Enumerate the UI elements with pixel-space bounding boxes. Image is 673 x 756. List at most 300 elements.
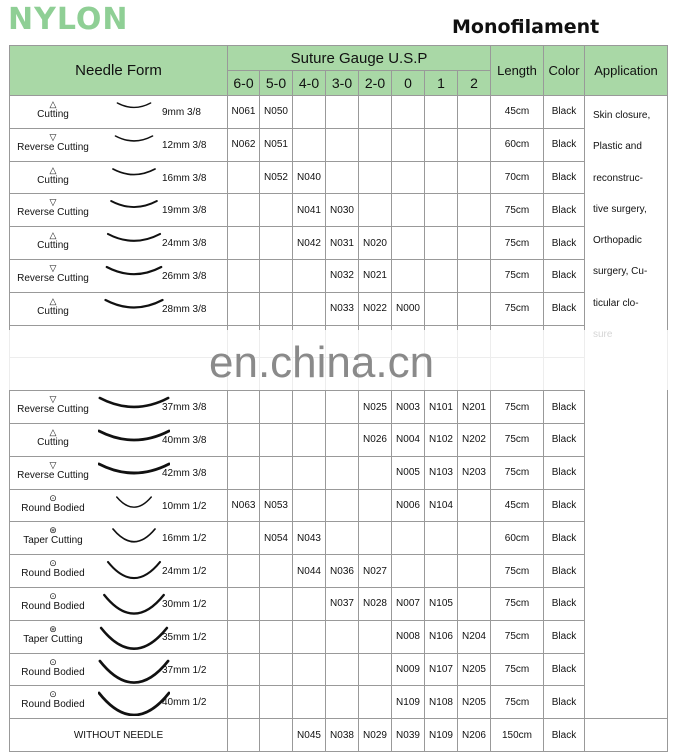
- table-body: [10, 96, 668, 752]
- needle-size: 28mm 3/8: [162, 303, 207, 315]
- application-line: reconstruc-: [593, 172, 644, 184]
- needle-type: [10, 657, 96, 678]
- code-cell: N202: [458, 423, 491, 456]
- code-cell: [458, 96, 491, 129]
- code-cell: N009: [392, 653, 425, 686]
- needle-type-label: Reverse Cutting: [17, 141, 89, 153]
- needle-form-header: Needle Form: [10, 46, 228, 96]
- code-cell: [359, 456, 392, 489]
- needle-type: [10, 394, 96, 415]
- code-cell: [293, 620, 326, 653]
- needle-type: [10, 689, 96, 710]
- gauge-header-cell: 2-0: [359, 71, 392, 96]
- code-cell: N030: [326, 194, 359, 227]
- code-cell: N039: [392, 719, 425, 752]
- needle-size: 30mm 1/2: [162, 598, 207, 610]
- needle-form-cell: [10, 128, 228, 161]
- application-cell: [585, 96, 668, 719]
- code-cell: [293, 259, 326, 292]
- color-cell: Black: [544, 620, 585, 653]
- cutting-symbol-icon: △: [49, 295, 57, 306]
- code-cell: [228, 391, 260, 424]
- needle-size: 37mm 3/8: [162, 402, 207, 414]
- needle-type: [10, 132, 96, 153]
- code-cell: [228, 161, 260, 194]
- needle-curve-icon: [98, 264, 170, 290]
- code-cell: [260, 456, 293, 489]
- application-line: Plastic and: [593, 141, 642, 153]
- code-cell: [359, 96, 392, 129]
- gauge-header-cell: 1: [425, 71, 458, 96]
- cutting-symbol-icon: △: [49, 99, 57, 109]
- table-row: [10, 653, 668, 686]
- needle-type-label: Reverse Cutting: [17, 404, 89, 416]
- length-cell: 75cm: [491, 227, 544, 260]
- code-cell: [260, 653, 293, 686]
- length-cell: 60cm: [491, 522, 544, 555]
- application-header: Application: [585, 46, 668, 96]
- needle-size: 10mm 1/2: [162, 500, 207, 512]
- table-row: [10, 620, 668, 653]
- needle-curve-icon: [98, 395, 170, 421]
- needle-type: [10, 558, 96, 579]
- needle-size: 24mm 1/2: [162, 566, 207, 578]
- color-cell: Black: [544, 456, 585, 489]
- code-cell: [260, 259, 293, 292]
- code-cell: N026: [359, 423, 392, 456]
- code-cell: [458, 194, 491, 227]
- code-cell: [392, 522, 425, 555]
- table-row: [10, 128, 668, 161]
- table-header: [10, 46, 668, 96]
- needle-type: [10, 427, 96, 448]
- application-line: tive surgery,: [593, 203, 647, 215]
- color-cell: Black: [544, 686, 585, 719]
- code-cell: [260, 555, 293, 588]
- needle-size: 16mm 3/8: [162, 172, 207, 184]
- code-cell: [359, 522, 392, 555]
- code-cell: N041: [293, 194, 326, 227]
- code-cell: N054: [260, 522, 293, 555]
- code-cell: [228, 227, 260, 260]
- code-cell: [392, 161, 425, 194]
- code-cell: [260, 587, 293, 620]
- needle-type: [10, 230, 96, 251]
- code-cell: [458, 128, 491, 161]
- needle-curve-icon: [98, 198, 170, 224]
- code-cell: N206: [458, 719, 491, 752]
- needle-type-label: Taper Cutting: [23, 535, 83, 547]
- needle-size: 35mm 1/2: [162, 631, 207, 643]
- needle-curve-icon: [98, 231, 170, 257]
- length-cell: 75cm: [491, 555, 544, 588]
- code-cell: [293, 686, 326, 719]
- code-cell: [392, 128, 425, 161]
- needle-type: [10, 591, 96, 612]
- code-cell: [425, 555, 458, 588]
- length-cell: 75cm: [491, 259, 544, 292]
- code-cell: [228, 259, 260, 292]
- cutting-symbol-icon: △: [49, 230, 57, 241]
- needle-form-cell: [10, 456, 228, 489]
- code-cell: N029: [359, 719, 392, 752]
- needle-type-label: Round Bodied: [21, 666, 85, 678]
- code-cell: N107: [425, 653, 458, 686]
- code-cell: [228, 423, 260, 456]
- code-cell: [392, 194, 425, 227]
- code-cell: N201: [458, 391, 491, 424]
- table-row: [10, 423, 668, 456]
- code-cell: N032: [326, 259, 359, 292]
- needle-curve-icon: [98, 100, 170, 126]
- color-cell: Black: [544, 653, 585, 686]
- code-cell: [425, 128, 458, 161]
- code-cell: [359, 489, 392, 522]
- code-cell: [260, 719, 293, 752]
- table-row: [10, 161, 668, 194]
- code-cell: N040: [293, 161, 326, 194]
- length-cell: 45cm: [491, 96, 544, 129]
- needle-type: [10, 165, 96, 186]
- needle-curve-icon: [98, 625, 170, 651]
- needle-type-label: Round Bodied: [21, 600, 85, 612]
- code-cell: N020: [359, 227, 392, 260]
- code-cell: [326, 423, 359, 456]
- code-cell: [425, 161, 458, 194]
- gauge-header-cell: 4-0: [293, 71, 326, 96]
- code-cell: N050: [260, 96, 293, 129]
- needle-type: [10, 624, 96, 645]
- needle-form-cell: [10, 489, 228, 522]
- cutting-symbol-icon: △: [49, 426, 57, 437]
- color-cell: Black: [544, 227, 585, 260]
- code-cell: [293, 423, 326, 456]
- code-cell: [458, 587, 491, 620]
- needle-curve-icon: [98, 690, 170, 716]
- length-cell: 75cm: [491, 686, 544, 719]
- length-cell: 60cm: [491, 128, 544, 161]
- needle-type-label: Reverse Cutting: [17, 469, 89, 481]
- table-row: [10, 555, 668, 588]
- code-cell: N104: [425, 489, 458, 522]
- code-cell: N105: [425, 587, 458, 620]
- application-cell-empty: [585, 719, 668, 752]
- code-cell: N025: [359, 391, 392, 424]
- needle-size: 26mm 3/8: [162, 270, 207, 282]
- gauge-header-cell: 0: [392, 71, 425, 96]
- color-cell: Black: [544, 719, 585, 752]
- code-cell: [359, 686, 392, 719]
- code-cell: [425, 259, 458, 292]
- code-cell: [392, 259, 425, 292]
- gauge-header-cell: 5-0: [260, 71, 293, 96]
- table-row: [10, 522, 668, 555]
- application-line: Orthopadic: [593, 235, 642, 247]
- gauge-title-header: Suture Gauge U.S.P: [228, 46, 491, 71]
- needle-curve-icon: [98, 461, 170, 487]
- table-row: [10, 194, 668, 227]
- needle-curve-icon: [98, 592, 170, 618]
- code-cell: [228, 719, 260, 752]
- color-cell: Black: [544, 555, 585, 588]
- reverse-cutting-symbol-icon: ▽: [49, 394, 57, 405]
- length-cell: 75cm: [491, 391, 544, 424]
- color-cell: Black: [544, 292, 585, 325]
- code-cell: [228, 555, 260, 588]
- needle-size: 42mm 3/8: [162, 467, 207, 479]
- cutting-symbol-icon: △: [49, 164, 57, 175]
- code-cell: [359, 161, 392, 194]
- code-cell: N101: [425, 391, 458, 424]
- needle-form-cell: [10, 96, 228, 129]
- round-bodied-symbol-icon: ⊙: [49, 492, 57, 503]
- needle-form-cell: [10, 587, 228, 620]
- round-bodied-symbol-icon: ⊙: [49, 558, 57, 569]
- code-cell: [326, 522, 359, 555]
- needle-type: [10, 493, 96, 514]
- needle-size: 37mm 1/2: [162, 664, 207, 676]
- reverse-cutting-symbol-icon: ▽: [49, 131, 57, 142]
- code-cell: [326, 456, 359, 489]
- needle-curve-icon: [98, 166, 170, 192]
- code-cell: [228, 686, 260, 719]
- color-header: Color: [544, 46, 585, 96]
- needle-type-label: Reverse Cutting: [17, 207, 89, 219]
- round-bodied-symbol-icon: ⊙: [49, 689, 57, 700]
- code-cell: N052: [260, 161, 293, 194]
- code-cell: [293, 653, 326, 686]
- round-bodied-symbol-icon: ⊙: [49, 590, 57, 601]
- code-cell: [260, 686, 293, 719]
- color-cell: Black: [544, 489, 585, 522]
- needle-curve-icon: [98, 297, 170, 323]
- table-row: [10, 719, 668, 752]
- gauge-header-cell: 3-0: [326, 71, 359, 96]
- code-cell: [293, 391, 326, 424]
- length-cell: 75cm: [491, 620, 544, 653]
- code-cell: N102: [425, 423, 458, 456]
- needle-form-cell: [10, 391, 228, 424]
- needle-size: 40mm 1/2: [162, 697, 207, 709]
- length-header: Length: [491, 46, 544, 96]
- needle-form-cell: [10, 227, 228, 260]
- code-cell: N005: [392, 456, 425, 489]
- code-cell: N109: [392, 686, 425, 719]
- code-cell: [293, 292, 326, 325]
- code-cell: N007: [392, 587, 425, 620]
- needle-form-cell: [10, 620, 228, 653]
- code-cell: N033: [326, 292, 359, 325]
- needle-size: 40mm 3/8: [162, 434, 207, 446]
- code-cell: [228, 522, 260, 555]
- code-cell: N021: [359, 259, 392, 292]
- code-cell: N043: [293, 522, 326, 555]
- needle-form-cell: [10, 423, 228, 456]
- code-cell: [392, 227, 425, 260]
- needle-form-cell: [10, 161, 228, 194]
- color-cell: Black: [544, 194, 585, 227]
- code-cell: N004: [392, 423, 425, 456]
- product-subtitle: Monofilament: [452, 16, 600, 38]
- reverse-cutting-symbol-icon: ▽: [49, 262, 57, 273]
- needle-type: [10, 197, 96, 218]
- needle-type: [10, 525, 96, 546]
- code-cell: [359, 653, 392, 686]
- needle-type-label: Cutting: [37, 436, 69, 448]
- reverse-cutting-symbol-icon: ▽: [49, 197, 57, 208]
- code-cell: N063: [228, 489, 260, 522]
- code-cell: [326, 161, 359, 194]
- needle-size: 16mm 1/2: [162, 533, 207, 545]
- code-cell: [425, 227, 458, 260]
- application-line: Skin closure,: [593, 110, 651, 121]
- length-cell: 75cm: [491, 194, 544, 227]
- needle-type-label: Taper Cutting: [23, 633, 83, 645]
- table-row: [10, 292, 668, 325]
- length-cell: 75cm: [491, 423, 544, 456]
- code-cell: [359, 128, 392, 161]
- length-cell: 70cm: [491, 161, 544, 194]
- code-cell: N042: [293, 227, 326, 260]
- needle-type: [10, 460, 96, 481]
- code-cell: [392, 96, 425, 129]
- code-cell: N061: [228, 96, 260, 129]
- code-cell: [228, 292, 260, 325]
- code-cell: N109: [425, 719, 458, 752]
- code-cell: [293, 587, 326, 620]
- needle-size: 9mm 3/8: [162, 107, 201, 118]
- needle-type-label: Cutting: [37, 109, 69, 120]
- code-cell: [326, 653, 359, 686]
- table-row: [10, 96, 668, 129]
- length-cell: 150cm: [491, 719, 544, 752]
- code-cell: N037: [326, 587, 359, 620]
- code-cell: [458, 259, 491, 292]
- watermark-band: [0, 330, 673, 390]
- code-cell: N027: [359, 555, 392, 588]
- length-cell: 75cm: [491, 292, 544, 325]
- needle-form-cell: WITHOUT NEEDLE: [10, 719, 228, 752]
- code-cell: N036: [326, 555, 359, 588]
- code-cell: [425, 194, 458, 227]
- code-cell: [458, 292, 491, 325]
- code-cell: [228, 194, 260, 227]
- code-cell: [228, 456, 260, 489]
- needle-form-cell: [10, 259, 228, 292]
- needle-type: [10, 296, 96, 317]
- code-cell: N000: [392, 292, 425, 325]
- code-cell: [260, 391, 293, 424]
- code-cell: N051: [260, 128, 293, 161]
- needle-size: 12mm 3/8: [162, 139, 207, 151]
- needle-type-label: Round Bodied: [21, 568, 85, 580]
- needle-curve-icon: [98, 658, 170, 684]
- code-cell: [293, 128, 326, 161]
- color-cell: Black: [544, 522, 585, 555]
- code-cell: [425, 96, 458, 129]
- code-cell: [359, 620, 392, 653]
- needle-form-cell: [10, 653, 228, 686]
- code-cell: N045: [293, 719, 326, 752]
- needle-curve-icon: [98, 559, 170, 585]
- needle-type-label: Cutting: [37, 305, 69, 317]
- code-cell: [326, 128, 359, 161]
- color-cell: Black: [544, 391, 585, 424]
- code-cell: N205: [458, 686, 491, 719]
- code-cell: N103: [425, 456, 458, 489]
- code-cell: [458, 161, 491, 194]
- code-cell: [260, 292, 293, 325]
- table-row: [10, 587, 668, 620]
- code-cell: [458, 227, 491, 260]
- needle-type-label: Reverse Cutting: [17, 272, 89, 284]
- needle-type-label: Round Bodied: [21, 699, 85, 711]
- length-cell: 45cm: [491, 489, 544, 522]
- needle-curve-icon: [98, 428, 170, 454]
- application-line: ticular clo-: [593, 297, 639, 309]
- code-cell: [326, 96, 359, 129]
- code-cell: [326, 620, 359, 653]
- code-cell: [228, 653, 260, 686]
- needle-form-cell: [10, 555, 228, 588]
- needle-form-cell: [10, 686, 228, 719]
- code-cell: [359, 194, 392, 227]
- needle-form-cell: [10, 522, 228, 555]
- code-cell: [326, 489, 359, 522]
- needle-type-label: Cutting: [37, 240, 69, 252]
- code-cell: N031: [326, 227, 359, 260]
- code-cell: [458, 489, 491, 522]
- suture-table: [9, 45, 668, 752]
- code-cell: [392, 555, 425, 588]
- code-cell: N106: [425, 620, 458, 653]
- code-cell: [293, 456, 326, 489]
- code-cell: N044: [293, 555, 326, 588]
- brand-title: NYLON: [8, 2, 129, 37]
- code-cell: N003: [392, 391, 425, 424]
- code-cell: N038: [326, 719, 359, 752]
- code-cell: N204: [458, 620, 491, 653]
- code-cell: N203: [458, 456, 491, 489]
- taper-cutting-symbol-icon: ⊛: [49, 525, 57, 536]
- taper-cutting-symbol-icon: ⊛: [49, 623, 57, 634]
- code-cell: [425, 522, 458, 555]
- code-cell: [458, 522, 491, 555]
- needle-type: [10, 99, 96, 120]
- length-cell: 75cm: [491, 653, 544, 686]
- code-cell: [228, 620, 260, 653]
- round-bodied-symbol-icon: ⊙: [49, 656, 57, 667]
- code-cell: [326, 391, 359, 424]
- needle-curve-icon: [98, 494, 170, 520]
- code-cell: [293, 96, 326, 129]
- reverse-cutting-symbol-icon: ▽: [49, 459, 57, 470]
- code-cell: N108: [425, 686, 458, 719]
- length-cell: 75cm: [491, 587, 544, 620]
- color-cell: Black: [544, 96, 585, 129]
- table-row: [10, 489, 668, 522]
- needle-form-cell: [10, 292, 228, 325]
- table-row: [10, 686, 668, 719]
- code-cell: [260, 423, 293, 456]
- code-cell: N028: [359, 587, 392, 620]
- needle-curve-icon: [98, 133, 170, 159]
- needle-type: [10, 263, 96, 284]
- application-line: surgery, Cu-: [593, 266, 648, 278]
- gauge-header-cell: 6-0: [228, 71, 260, 96]
- table-row: [10, 391, 668, 424]
- code-cell: [425, 292, 458, 325]
